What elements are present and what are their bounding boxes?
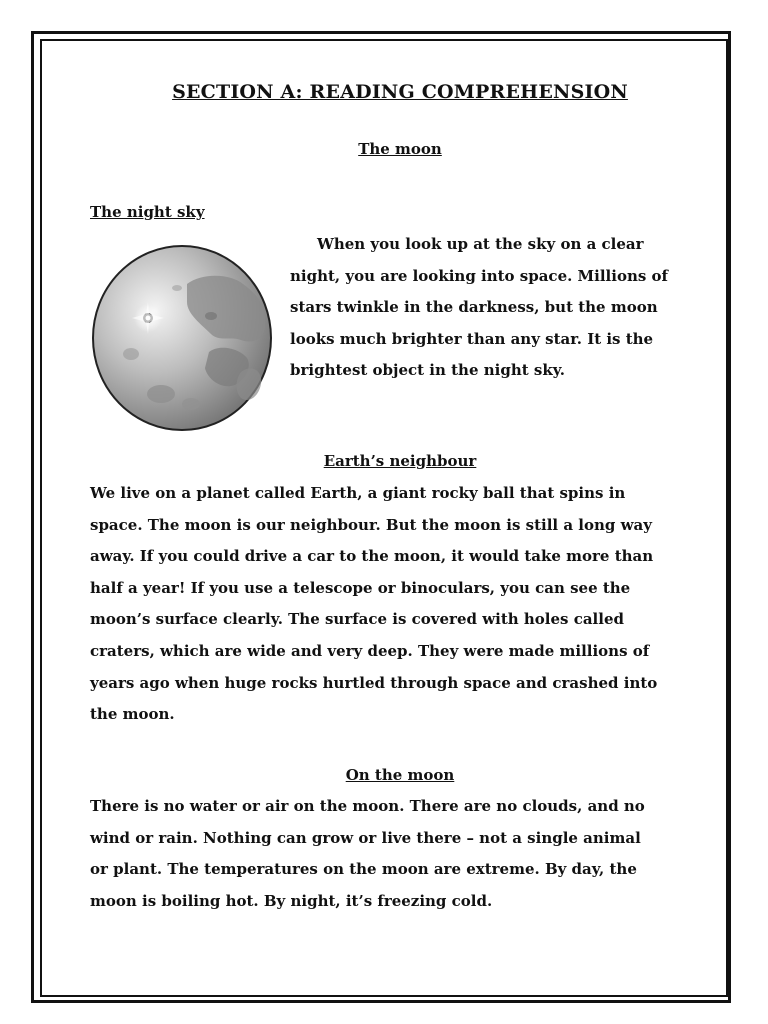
moon-illustration <box>91 244 275 434</box>
heading-on-the-moon: On the moon <box>345 766 455 784</box>
text-line: or plant. The temperatures on the moon are extreme. By day, the <box>90 860 637 879</box>
text-line: When you look up at the sky on a clear <box>317 235 644 253</box>
text-line: wind or rain. Nothing can grow or live there – not a single animal <box>90 828 641 847</box>
text-line: away. If you could drive a car to the moon, it would take more than <box>90 547 654 566</box>
text-line: There is no water or air on the moon. There are no clouds, and no <box>90 797 645 815</box>
text-line: half a year! If you use a telescope or binoculars, you can see the <box>90 578 631 597</box>
text-line: space. The moon is our neighbour. But the moon is still a long way <box>90 515 652 534</box>
night-sky-paragraph <box>290 229 668 387</box>
text-line: night, you are looking into space. Millions of <box>290 266 668 285</box>
text-line: moon’s surface clearly. The surface is covered with holes called <box>90 610 624 629</box>
text-line: looks much brighter than any star. It is the <box>290 329 654 348</box>
on-the-moon-paragraph <box>90 791 645 917</box>
earths-neighbour-paragraph <box>90 478 657 731</box>
heading-night-sky: The night sky <box>90 203 205 221</box>
text-line: moon is boiling hot. By night, it’s freezing cold. <box>90 891 493 910</box>
text-line: stars twinkle in the darkness, but the moon <box>290 298 658 317</box>
page-title: The moon <box>358 140 442 158</box>
text-line: We live on a planet called Earth, a giant rocky ball that spins in <box>90 484 626 502</box>
text-line: craters, which are wide and very deep. They were made millions of <box>90 641 650 660</box>
section-title: SECTION A: READING COMPREHENSION <box>172 81 628 103</box>
text-line: years ago when huge rocks hurtled through space and crashed into <box>90 673 658 692</box>
text-line: brightest object in the night sky. <box>290 361 565 380</box>
text-line: the moon. <box>90 705 175 724</box>
heading-earths-neighbour: Earth’s neighbour <box>323 452 477 470</box>
